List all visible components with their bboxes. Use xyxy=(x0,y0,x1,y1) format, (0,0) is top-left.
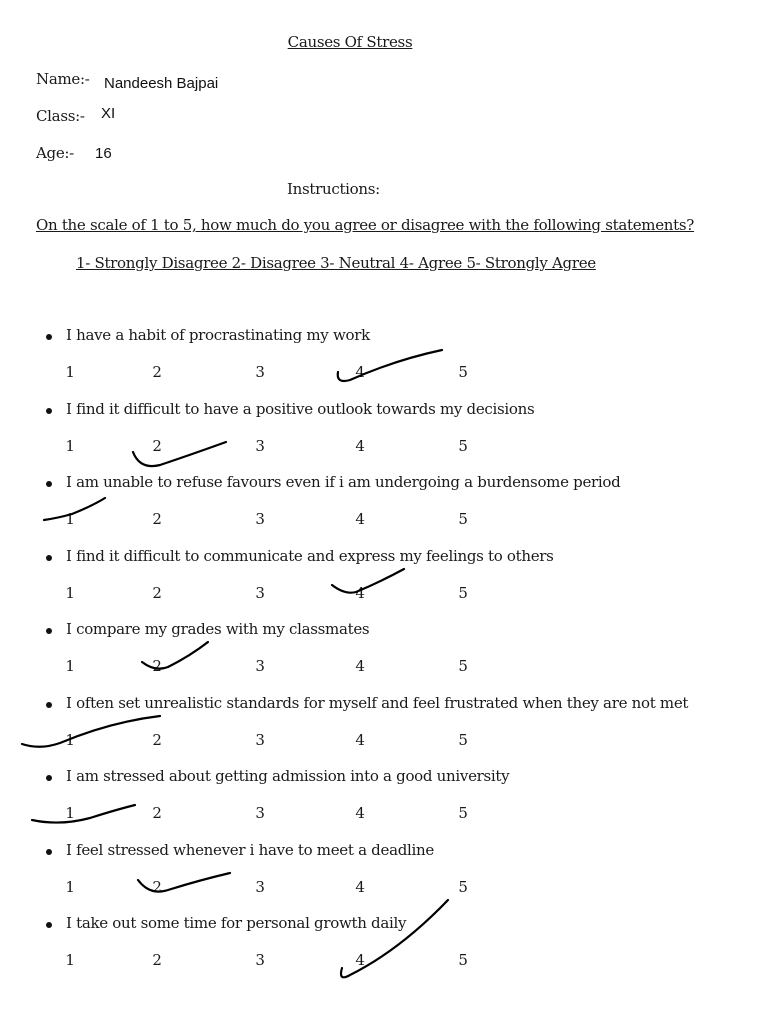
scale-option-5[interactable]: 5 xyxy=(458,731,468,749)
scale-option-1[interactable]: 1 xyxy=(65,951,75,969)
scale-option-5[interactable]: 5 xyxy=(458,363,468,381)
statement-text: I find it difficult to communicate and express my feelings to others xyxy=(66,547,554,565)
scale-option-4[interactable]: 4 xyxy=(355,804,365,822)
scale-option-4[interactable]: 4 xyxy=(355,878,365,896)
statement-text: I have a habit of procrastinating my work xyxy=(66,326,370,344)
bullet-icon xyxy=(46,481,52,487)
bullet-icon xyxy=(46,555,52,561)
check-mark-item-2 xyxy=(133,442,226,466)
scale-option-5[interactable]: 5 xyxy=(458,584,468,602)
class-label: Class:- xyxy=(36,107,85,125)
page-title: Causes Of Stress xyxy=(287,33,413,51)
name-value: Nandeesh Bajpai xyxy=(104,75,219,92)
scale-option-4[interactable]: 4 xyxy=(355,437,365,455)
scale-option-3[interactable]: 3 xyxy=(255,878,265,896)
statement-text: I am unable to refuse favours even if i am undergoing a burdensome period xyxy=(66,473,621,491)
scale-option-3[interactable]: 3 xyxy=(255,657,265,675)
instructions-heading: Instructions: xyxy=(287,180,380,198)
scale-option-3[interactable]: 3 xyxy=(255,731,265,749)
scale-option-2[interactable]: 2 xyxy=(152,584,162,602)
scale-option-1[interactable]: 1 xyxy=(65,510,75,528)
scale-option-4[interactable]: 4 xyxy=(355,731,365,749)
bullet-icon xyxy=(46,922,52,928)
scale-option-2[interactable]: 2 xyxy=(152,731,162,749)
class-value: XI xyxy=(101,105,116,122)
scale-option-2[interactable]: 2 xyxy=(152,437,162,455)
scale-option-1[interactable]: 1 xyxy=(65,878,75,896)
scale-option-2[interactable]: 2 xyxy=(152,951,162,969)
scale-option-1[interactable]: 1 xyxy=(65,437,75,455)
scale-option-5[interactable]: 5 xyxy=(458,804,468,822)
scale-option-5[interactable]: 5 xyxy=(458,951,468,969)
scale-option-1[interactable]: 1 xyxy=(65,804,75,822)
scale-option-4[interactable]: 4 xyxy=(355,510,365,528)
scale-option-3[interactable]: 3 xyxy=(255,804,265,822)
scale-option-2[interactable]: 2 xyxy=(152,804,162,822)
scale-option-5[interactable]: 5 xyxy=(458,657,468,675)
scale-option-5[interactable]: 5 xyxy=(458,510,468,528)
age-label: Age:- xyxy=(36,144,74,162)
scale-option-5[interactable]: 5 xyxy=(458,437,468,455)
bullet-icon xyxy=(46,702,52,708)
scale-option-1[interactable]: 1 xyxy=(65,657,75,675)
bullet-icon xyxy=(46,334,52,340)
check-mark-item-7 xyxy=(32,805,135,823)
scale-option-2[interactable]: 2 xyxy=(152,878,162,896)
scale-option-1[interactable]: 1 xyxy=(65,584,75,602)
scale-option-1[interactable]: 1 xyxy=(65,363,75,381)
scale-option-2[interactable]: 2 xyxy=(152,657,162,675)
scale-option-1[interactable]: 1 xyxy=(65,731,75,749)
scale-option-3[interactable]: 3 xyxy=(255,510,265,528)
scale-option-4[interactable]: 4 xyxy=(355,363,365,381)
statement-text: I am stressed about getting admission into a good university xyxy=(66,767,510,785)
scale-option-3[interactable]: 3 xyxy=(255,437,265,455)
scale-option-4[interactable]: 4 xyxy=(355,657,365,675)
scale-option-3[interactable]: 3 xyxy=(255,951,265,969)
bullet-icon xyxy=(46,408,52,414)
name-label: Name:- xyxy=(36,70,90,88)
check-mark-item-6 xyxy=(22,716,160,747)
scale-option-2[interactable]: 2 xyxy=(152,510,162,528)
scale-legend: 1- Strongly Disagree 2- Disagree 3- Neutral 4- Agree 5- Strongly Agree xyxy=(76,254,596,272)
statement-text: I find it difficult to have a positive outlook towards my decisions xyxy=(66,400,535,418)
scale-option-3[interactable]: 3 xyxy=(255,584,265,602)
bullet-icon xyxy=(46,849,52,855)
scale-option-4[interactable]: 4 xyxy=(355,951,365,969)
age-value: 16 xyxy=(95,145,112,162)
scale-option-3[interactable]: 3 xyxy=(255,363,265,381)
statement-text: I take out some time for personal growth daily xyxy=(66,914,407,932)
scale-option-2[interactable]: 2 xyxy=(152,363,162,381)
bullet-icon xyxy=(46,628,52,634)
statement-text: I feel stressed whenever i have to meet a deadline xyxy=(66,841,434,859)
check-mark-item-4 xyxy=(332,569,404,593)
instructions-question: On the scale of 1 to 5, how much do you agree or disagree with the following statements? xyxy=(36,216,695,234)
bullet-icon xyxy=(46,775,52,781)
scale-option-5[interactable]: 5 xyxy=(458,878,468,896)
statement-text: I often set unrealistic standards for myself and feel frustrated when they are not met xyxy=(66,694,689,712)
statement-text: I compare my grades with my classmates xyxy=(66,620,370,638)
scale-option-4[interactable]: 4 xyxy=(355,584,365,602)
